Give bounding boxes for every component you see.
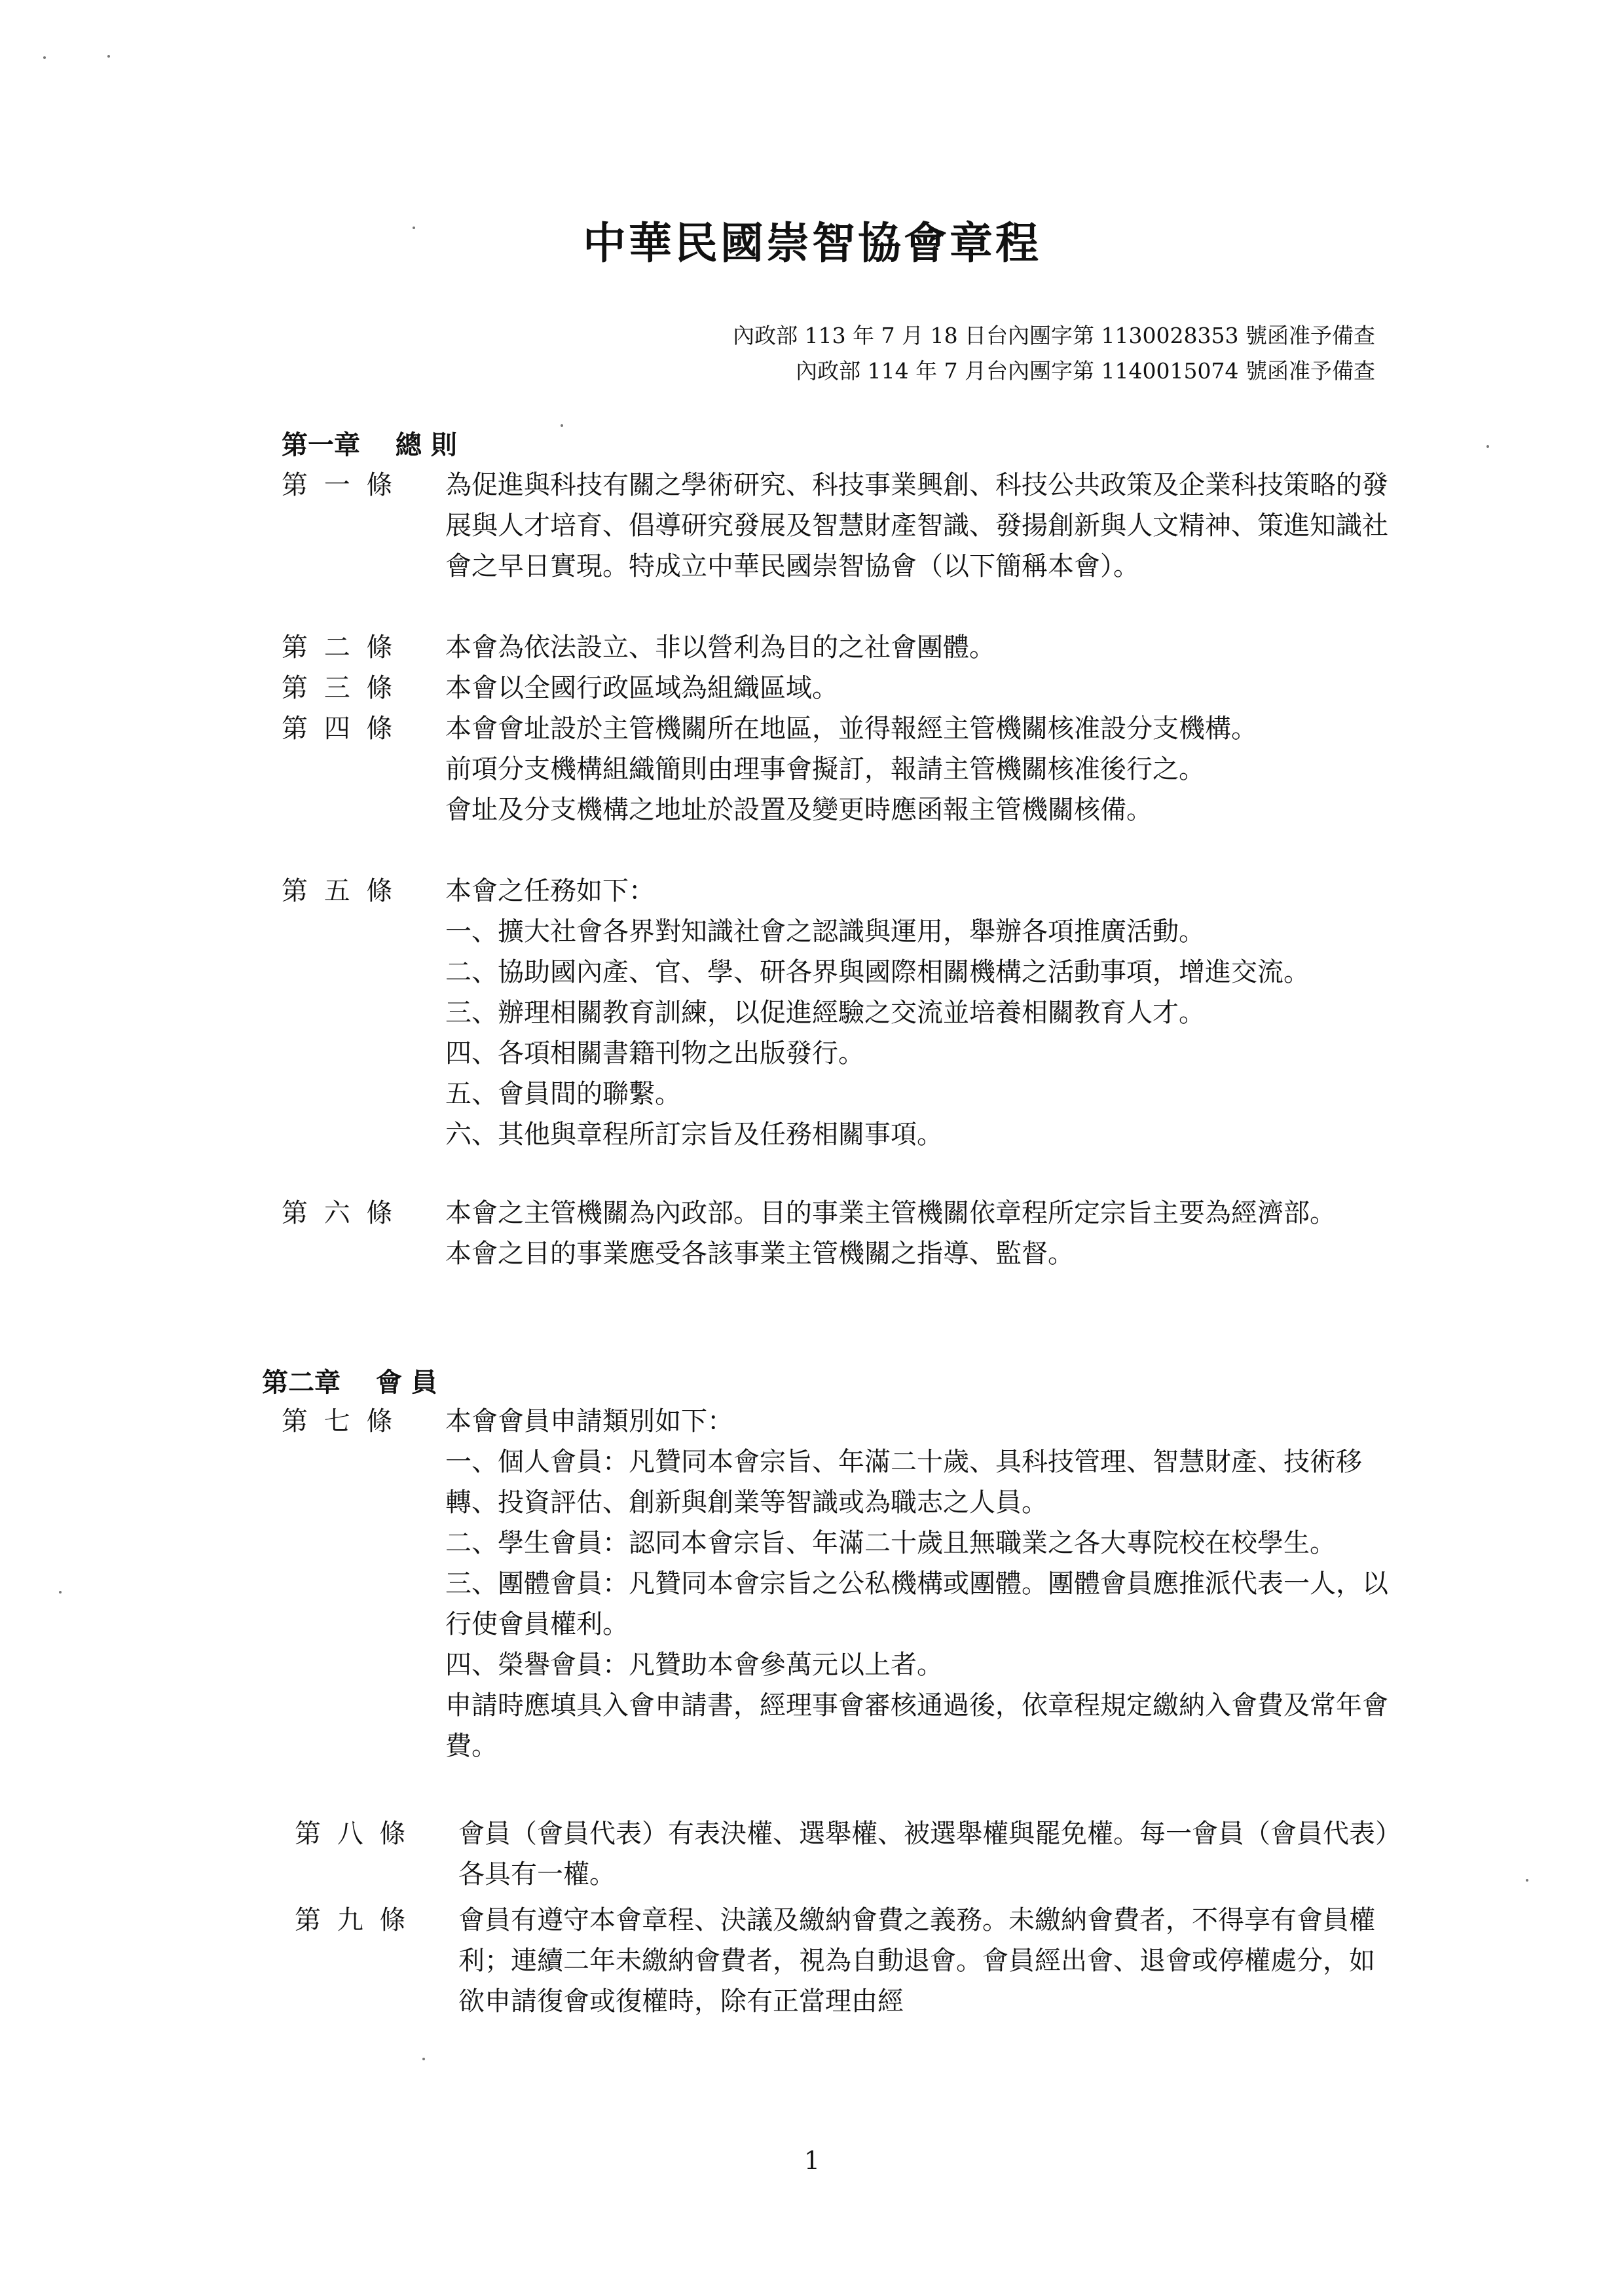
chapter-name: 會 員 [375, 1367, 437, 1398]
article-label: 第 七 條 [282, 1406, 397, 1436]
chapter-name: 總 則 [395, 429, 457, 460]
article-line: 本會之任務如下： [445, 876, 655, 906]
approval-note: 內政部 113 年 7 月 18 日台內團字第 1130028353 號函准予備查 [733, 323, 1375, 348]
scan-speck [1486, 445, 1489, 448]
article-line: 本會以全國行政區域為組織區域。 [445, 673, 838, 703]
scan-speck [422, 2058, 425, 2060]
chapter-label: 第一章 [282, 429, 360, 460]
scan-speck [107, 55, 110, 58]
article-label: 第 六 條 [282, 1198, 397, 1228]
article-label: 第 五 條 [282, 876, 397, 906]
article-line: 六、其他與章程所訂宗旨及任務相關事項。 [445, 1120, 943, 1150]
article-line: 二、協助國內產、官、學、研各界與國際相關機構之活動事項，增進交流。 [445, 957, 1310, 987]
article-line: 本會會址設於主管機關所在地區，並得報經主管機關核准設分支機構。 [445, 714, 1257, 744]
article-body [445, 627, 1395, 668]
article-label: 第 九 條 [295, 1905, 410, 1935]
article-line: 本會會員申請類別如下： [445, 1406, 733, 1436]
scan-speck [413, 227, 415, 229]
article-label: 第 三 條 [282, 673, 397, 703]
article-label: 第 八 條 [295, 1819, 410, 1849]
article-label: 第 四 條 [282, 714, 397, 744]
article-body [458, 1813, 1395, 1895]
article-line: 五、會員間的聯繫。 [445, 1079, 681, 1109]
article-body [445, 1193, 1395, 1274]
approval-notes [733, 318, 1375, 389]
approval-note: 內政部 114 年 7 月台內團字第 1140015074 號函准予備查 [796, 358, 1375, 384]
article-line: 會址及分支機構之地址於設置及變更時應函報主管機關核備。 [445, 795, 1153, 825]
scan-speck [1526, 1879, 1528, 1882]
chapter-1-heading [282, 424, 457, 462]
article-line: 本會之主管機關為內政部。目的事業主管機關依章程所定宗旨主要為經濟部。 [445, 1198, 1336, 1228]
scan-speck [43, 56, 46, 59]
article-label: 第 二 條 [282, 632, 397, 663]
article-line: 會員有遵守本會章程、決議及繳納會費之義務。未繳納會費者，不得享有會員權利；連續二年未繳納會費者，視為自動退會。會員經出會、退會或停權處分，如欲申請復會或復權時，除有正當理由經 [458, 1905, 1375, 2016]
article-line: 會員（會員代表）有表決權、選舉權、被選舉權與罷免權。每一會員（會員代表）各具有一權。 [458, 1819, 1388, 1889]
article-line: 三、辦理相關教育訓練，以促進經驗之交流並培養相關教育人才。 [445, 998, 1205, 1028]
article-body [445, 871, 1395, 1155]
article-line: 一、擴大社會各界對知識社會之認識與運用，舉辦各項推廣活動。 [445, 917, 1205, 947]
document-title: 中華民國崇智協會章程 [583, 217, 1041, 268]
article-body [445, 708, 1395, 830]
article-body [445, 465, 1395, 587]
article-label: 第 一 條 [282, 470, 397, 500]
article-body [445, 668, 1395, 708]
scan-speck [561, 424, 563, 427]
chapter-2-heading [262, 1362, 437, 1399]
article-line: 為促進與科技有關之學術研究、科技事業興創、科技公共政策及企業科技策略的發展與人才培育、倡導研究發展及智慧財產智識、發揚創新與人文精神、策進知識社會之早日實現。特成立中華民國崇智協會（以下簡稱本會）。 [445, 470, 1388, 581]
article-line: 本會之目的事業應受各該事業主管機關之指導、監督。 [445, 1239, 1074, 1269]
article-line: 前項分支機構組織簡則由理事會擬訂，報請主管機關核准後行之。 [445, 754, 1205, 784]
article-line: 申請時應填具入會申請書，經理事會審核通過後，依章程規定繳納入會費及常年會費。 [445, 1690, 1388, 1761]
article-line: 二、學生會員：認同本會宗旨、年滿二十歲且無職業之各大專院校在校學生。 [445, 1528, 1336, 1558]
article-line: 四、各項相關書籍刊物之出版發行。 [445, 1038, 864, 1068]
scan-speck [59, 1591, 62, 1594]
article-body [458, 1900, 1395, 2022]
page-number: 1 [803, 2146, 821, 2175]
article-line: 一、個人會員：凡贊同本會宗旨、年滿二十歲、具科技管理、智慧財產、技術移轉、投資評估、創新與創業等智識或為職志之人員。 [445, 1447, 1362, 1518]
article-line: 四、榮譽會員：凡贊助本會參萬元以上者。 [445, 1650, 943, 1680]
article-body [445, 1401, 1395, 1766]
chapter-label: 第二章 [262, 1367, 341, 1398]
article-line: 三、團體會員：凡贊同本會宗旨之公私機構或團體。團體會員應推派代表一人，以行使會員權利。 [445, 1569, 1388, 1639]
article-line: 本會為依法設立、非以營利為目的之社會團體。 [445, 632, 995, 663]
